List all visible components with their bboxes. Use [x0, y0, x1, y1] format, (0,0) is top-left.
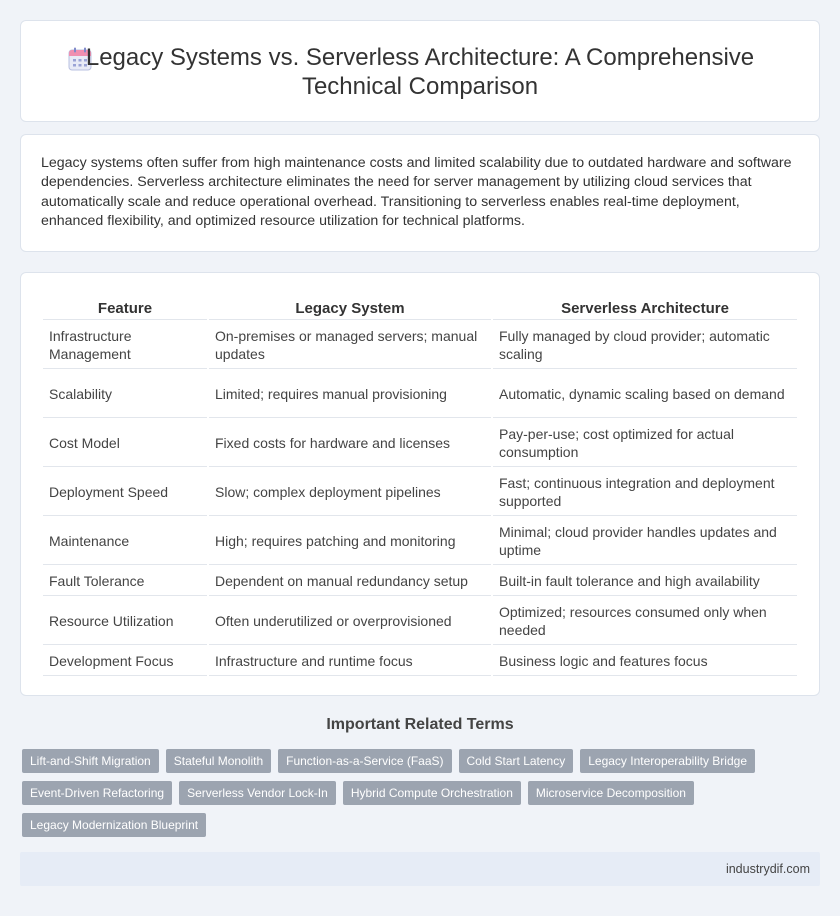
- feature-cell: Scalability: [43, 370, 207, 418]
- serverless-cell: Automatic, dynamic scaling based on demand: [493, 370, 797, 418]
- header-card: [20, 20, 820, 122]
- tag-legacy-interoperability-bridge[interactable]: Legacy Interoperability Bridge: [580, 749, 755, 773]
- tag-faas[interactable]: Function-as-a-Service (FaaS): [278, 749, 451, 773]
- table-row: [43, 419, 797, 467]
- related-terms-title: Important Related Terms: [326, 716, 514, 733]
- legacy-cell: Limited; requires manual provisioning: [209, 370, 491, 418]
- comparison-table: [41, 293, 799, 677]
- table-row: [43, 517, 797, 565]
- serverless-cell: Fast; continuous integration and deployment supported: [493, 468, 797, 516]
- feature-cell: Infrastructure Management: [43, 321, 207, 369]
- table-row: [43, 597, 797, 645]
- tag-legacy-modernization-blueprint[interactable]: Legacy Modernization Blueprint: [22, 813, 206, 837]
- footer: [20, 852, 820, 886]
- legacy-cell: Often underutilized or overprovisioned: [209, 597, 491, 645]
- feature-cell: Cost Model: [43, 419, 207, 467]
- footer-site[interactable]: industrydif.com: [725, 862, 810, 876]
- comparison-table-card: [20, 272, 820, 696]
- serverless-cell: Fully managed by cloud provider; automatic scaling: [493, 321, 797, 369]
- page-title-line2: Technical Comparison: [301, 73, 539, 100]
- intro-paragraph: Legacy systems often suffer from high maintenance costs and limited scalability due to outdated hardware and software dependencies. Serverless architecture eliminates the need for server management by utilizing cloud services that automatically scale and reduce operational overhead. Transitioning to serverless enables real-time deployment, enhanced flexibility, and optimized resource utilization for technical platforms.: [41, 155, 792, 230]
- intro-card: [20, 134, 820, 252]
- tag-hybrid-compute-orchestration[interactable]: Hybrid Compute Orchestration: [343, 781, 521, 805]
- tag-lift-and-shift[interactable]: Lift-and-Shift Migration: [22, 749, 159, 773]
- tag-stateful-monolith[interactable]: Stateful Monolith: [166, 749, 271, 773]
- feature-cell: Resource Utilization: [43, 597, 207, 645]
- related-terms-tags: [22, 749, 802, 837]
- legacy-cell: On-premises or managed servers; manual updates: [209, 321, 491, 369]
- serverless-cell: Pay-per-use; cost optimized for actual consumption: [493, 419, 797, 467]
- serverless-cell: Optimized; resources consumed only when needed: [493, 597, 797, 645]
- legacy-cell: Slow; complex deployment pipelines: [209, 468, 491, 516]
- page-title-line1: Legacy Systems vs. Serverless Architecture: A Comprehensive: [85, 44, 755, 71]
- legacy-cell: Infrastructure and runtime focus: [209, 646, 491, 676]
- serverless-cell: Business logic and features focus: [493, 646, 797, 676]
- serverless-cell: Minimal; cloud provider handles updates and uptime: [493, 517, 797, 565]
- table-row: [43, 468, 797, 516]
- table-header-row: [43, 294, 797, 320]
- tag-serverless-vendor-lock-in[interactable]: Serverless Vendor Lock-In: [179, 781, 336, 805]
- tag-cold-start-latency[interactable]: Cold Start Latency: [459, 749, 574, 773]
- table-row: [43, 646, 797, 676]
- feature-cell: Development Focus: [43, 646, 207, 676]
- tag-microservice-decomposition[interactable]: Microservice Decomposition: [528, 781, 694, 805]
- feature-cell: Maintenance: [43, 517, 207, 565]
- header-serverless: Serverless Architecture: [493, 294, 797, 320]
- legacy-cell: Dependent on manual redundancy setup: [209, 566, 491, 596]
- feature-cell: Deployment Speed: [43, 468, 207, 516]
- table-row: [43, 370, 797, 418]
- feature-cell: Fault Tolerance: [43, 566, 207, 596]
- legacy-cell: High; requires patching and monitoring: [209, 517, 491, 565]
- table-row: [43, 321, 797, 369]
- page-title: [86, 43, 754, 101]
- tag-event-driven-refactoring[interactable]: Event-Driven Refactoring: [22, 781, 172, 805]
- legacy-cell: Fixed costs for hardware and licenses: [209, 419, 491, 467]
- table-row: [43, 566, 797, 596]
- header-legacy: Legacy System: [209, 294, 491, 320]
- header-feature: Feature: [43, 294, 207, 320]
- serverless-cell: Built-in fault tolerance and high availability: [493, 566, 797, 596]
